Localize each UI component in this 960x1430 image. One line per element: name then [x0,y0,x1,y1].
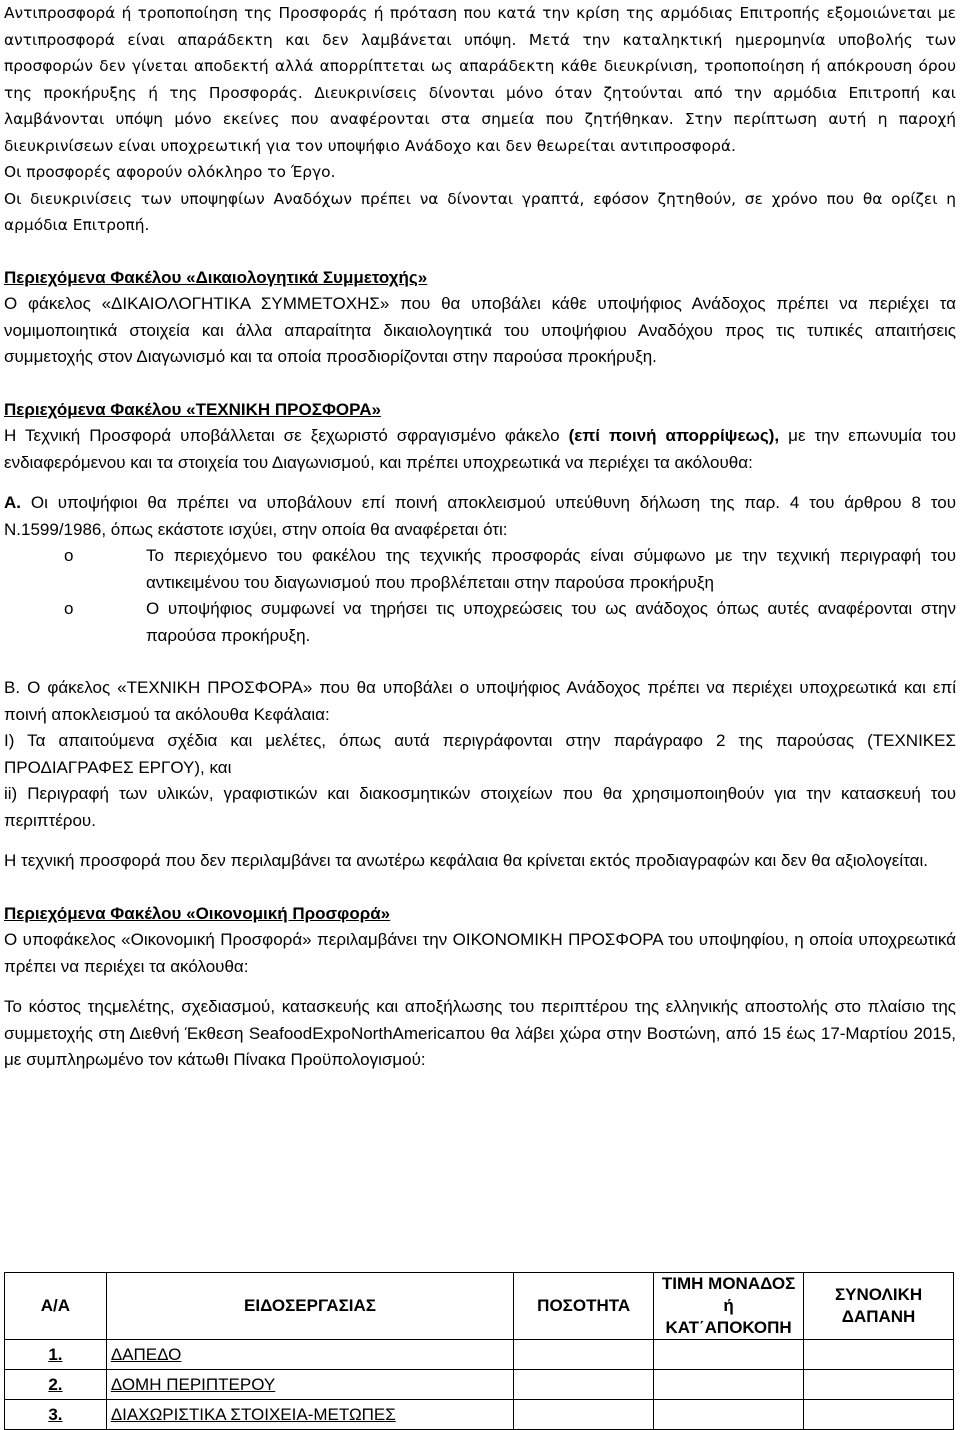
row-number: 1. [48,1344,63,1364]
table-row [5,1370,954,1400]
bullet-mark: o [64,599,74,618]
technical-body [4,423,956,476]
row-desc: ΔΑΠΕΔΟ [110,1344,182,1364]
intro-text-a: Αντιπροσφορά ή τροποποίηση της Προσφοράς ή πρόταση που κατά την κρίση της αρμόδιας Επιτροπής εξομοιώνεται με αντιπροσφορά είναι απαράδεκτη και δεν λαμβάνεται υπόψη. Μετά την καταληκτική ημερομηνία υποβολής των προσφορών δεν γίνεται αποδεκτή αλλά απορρίπτεται ως απαράδεκτη κάθε διευκρίνιση, τροποποίηση ή απόκρουση όρου της προκήρυξης ή της Προσφοράς. [4,4,956,102]
row-quantity-cell [514,1400,654,1430]
item-a-text: Οι υποψήφιοι θα πρέπει να υποβάλουν επί ποινή αποκλεισμού υπεύθυνη δήλωση της παρ. 4 του άρθρου 8 του Ν.1599/1986, όπως εκάστοτε ισχύει, στην οποία θα αναφέρεται ότι: [4,493,956,539]
row-quantity-cell [514,1370,654,1400]
header-aa: Α/Α [5,1273,107,1340]
row-desc: ΔΟΜΗ ΠΕΡΙΠΤΕΡΟΥ [110,1374,276,1394]
financial-cost: Το κόστος τηςμελέτης, σχεδιασμού, κατασκευής και αποξήλωσης του περιπτέρου της ελληνικής αποστολής στο πλαίσιο της συμμετοχής στη Διεθνή Έκθεση SeafoodExpoNorthAmericaπου θα λάβει χώρα στην Βοστώνη, από 15 έως 17-Μαρτίου 2015, με συμπληρωμένο τον κάτωθι Πίνακα Προϋπολογισμού: [4,997,956,1069]
row-number: 3. [48,1404,63,1424]
header-unit-price-line1: ΤΙΜΗ ΜΟΝΑΔΟΣ [661,1274,796,1293]
participation-heading: Περιεχόμενα Φακέλου «Δικαιολογητικά Συμμετοχής» [4,267,428,287]
row-desc-cell [106,1370,513,1400]
row-desc: ΔΙΑΧΩΡΙΣΤΙΚΑ ΣΤΟΙΧΕΙΑ-ΜΕΤΩΠΕΣ [110,1404,396,1424]
document-page [4,0,956,1074]
row-unit-price-cell [654,1370,804,1400]
financial-heading: Περιεχόμενα Φακέλου «Οικονομική Προσφορά» [4,903,391,923]
row-number-cell [5,1370,107,1400]
budget-header-row [5,1273,954,1340]
item-a-label: Α. [4,493,21,512]
header-unit-price-line2: ή ΚΑΤ΄ΑΠΟΚΟΠΗ [665,1296,792,1337]
intro-paragraph [4,0,956,159]
header-total-line1: ΣΥΝΟΛΙΚΗ [834,1285,923,1304]
table-row [5,1400,954,1430]
header-unit-price [654,1273,804,1340]
technical-heading: Περιεχόμενα Φακέλου «ΤΕΧΝΙΚΗ ΠΡΟΣΦΟΡΑ» [4,399,381,419]
participation-body: Ο φάκελος «ΔΙΚΑΙΟΛΟΓΗΤΙΚΑ ΣΥΜΜΕΤΟΧΗΣ» που θα υποβάλει κάθε υποψήφιος Ανάδοχος πρέπει να περιέχει τα νομιμοποιητικά στοιχεία και άλλα απαραίτητα δικαιολογητικά του υποψήφιου Αναδόχου προς τις τυπικές απαιτήσεις συμμετοχής στον Διαγωνισμό και τα οποία προσδιορίζονται στην παρούσα προκήρυξη. [4,294,956,366]
header-quantity: ΠΟΣΟΤΗΤΑ [514,1273,654,1340]
technical-body-post: με την επωνυμία του ενδιαφερόμενου και τα στοιχεία του Διαγωνισμού, και πρέπει υποχρεωτικά να περιέχει τα ακόλουθα: [4,426,957,472]
budget-table [4,1272,954,1430]
row-unit-price-cell [654,1400,804,1430]
row-total-cell [804,1340,954,1370]
row-total-cell [804,1400,954,1430]
bullet-text: Ο υποψήφιος συμφωνεί να τηρήσει τις υποχρεώσεις του ως ανάδοχος όπως αυτές αναφέρονται στην παρούσα προκήρυξη. [146,599,956,645]
header-category: ΕΙΔΟΣΕΡΓΑΣΙΑΣ [106,1273,513,1340]
header-total [804,1273,954,1340]
technical-item-a [4,490,956,543]
row-desc-cell [106,1340,513,1370]
row-unit-price-cell [654,1340,804,1370]
table-row [5,1340,954,1370]
row-quantity-cell [514,1340,654,1370]
row-desc-cell [106,1400,513,1430]
bullet-text: Το περιεχόμενο του φακέλου της τεχνικής προσφοράς είναι σύμφωνο με την τεχνική περιγραφή του αντικειμένου του διαγωνισμού που προβλέπεταιι στην παρούσα προκήρυξη [146,546,956,592]
row-number: 2. [48,1374,63,1394]
bullet-item [4,543,956,596]
intro-whole-project: Οι προσφορές αφορούν ολόκληρο το Έργο. [4,163,336,181]
intro-clarifications: Οι διευκρινίσεις των υποψηφίων Αναδόχων πρέπει να δίνονται γραπτά, εφόσον ζητηθούν, σε χρόνο που θα ορίζει η αρμόδια Επιτροπή. [4,189,956,234]
technical-item-b: Β. Ο φάκελος «ΤΕΧΝΙΚΗ ΠΡΟΣΦΟΡΑ» που θα υποβάλει ο υποψήφιος Ανάδοχος πρέπει να περιέχει υποχρεωτικά και επί ποινή αποκλεισμού τα ακόλουθα Κεφάλαια: [4,678,956,724]
header-total-line2: ΔΑΠΑΝΗ [841,1307,916,1326]
row-total-cell [804,1370,954,1400]
technical-body-pre: Η Τεχνική Προσφορά υποβάλλεται σε ξεχωριστό σφραγισμένο φάκελο [4,426,569,445]
financial-body: Ο υποφάκελος «Οικονομική Προσφορά» περιλαμβάνει την ΟΙΚΟΝΟΜΙΚΗ ΠΡΟΣΦΟΡΑ του υποψηφίου, η οποία υποχρεωτικά πρέπει να περιέχει τα ακόλουθα: [4,930,956,976]
intro-text-b: Διευκρινίσεις δίνονται μόνο όταν ζητούνται από την αρμόδια Επιτροπή και λαμβάνονται υπόψη μόνο εκείνες που αναφέρονται στα σημεία που ζητήθηκαν. Στην περίπτωση αυτή η παροχή διευκρινίσεων είναι υποχρεωτική για τον υποψήφιο Ανάδοχο και δεν θεωρείται αντιπροσφορά. [4,83,956,155]
technical-note: Η τεχνική προσφορά που δεν περιλαμβάνει τα ανωτέρω κεφάλαια θα κρίνεται εκτός προδιαγραφών και δεν θα αξιολογείται. [4,851,928,870]
technical-item-b-i: Ι) Τα απαιτούμενα σχέδια και μελέτες, όπως αυτά περιγράφονται στην παράγραφο 2 της παρούσας (ΤΕΧΝΙΚΕΣ ΠΡΟΔΙΑΓΡΑΦΕΣ ΕΡΓΟΥ), και [4,731,956,777]
row-number-cell [5,1340,107,1370]
technical-item-b-ii: ii) Περιγραφή των υλικών, γραφιστικών και διακοσμητικών στοιχείων που θα χρησιμοποιηθούν για την κατασκευή του περιπτέρου. [4,784,956,830]
technical-body-bold: (επί ποινή απορρίψεως), [568,426,780,445]
row-number-cell [5,1400,107,1430]
bullet-mark: o [64,546,74,565]
bullet-item [4,596,956,649]
